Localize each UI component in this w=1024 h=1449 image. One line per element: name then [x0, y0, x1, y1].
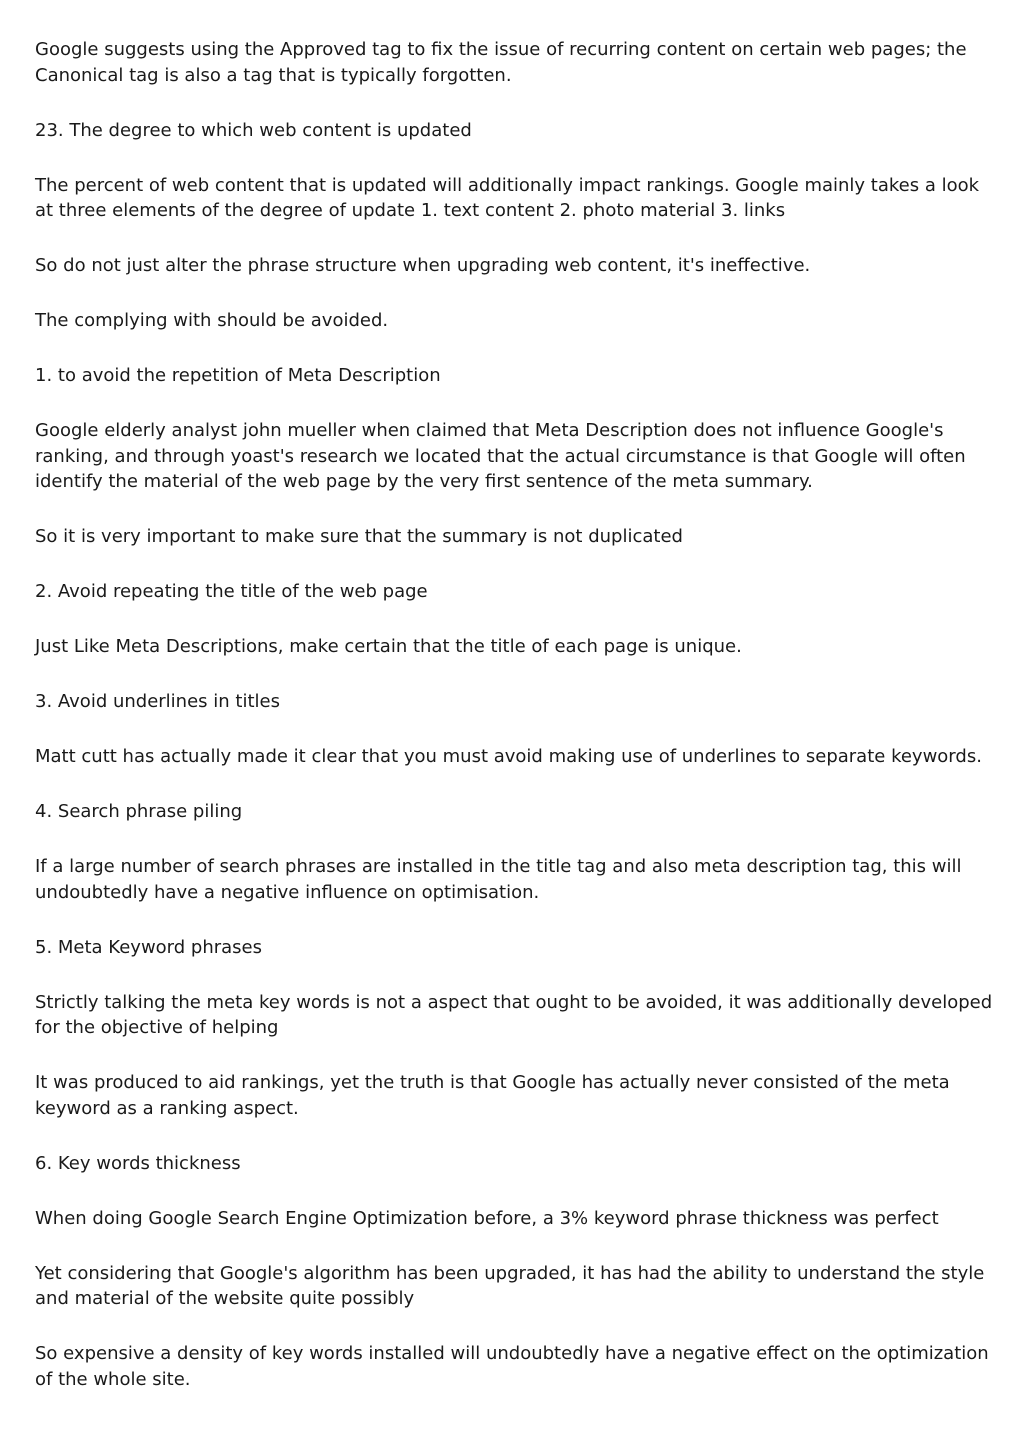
paragraph-matt-cutt: Matt cutt has actually made it clear that you must avoid making use of underlines to separate keywords.: [35, 746, 982, 767]
heading-keyword-thickness: 6. Key words thickness: [35, 1152, 241, 1174]
paragraph-avoid-intro: The complying with should be avoided.: [35, 310, 389, 331]
paragraph-john-mueller: Google elderly analyst john mueller when claimed that Meta Description does not influence Google's ranking, and through yoast's research we located that the actual circumstance is that Google will often identify the material of the web page by the very first sentence of the meta summary.: [35, 420, 966, 492]
heading-repeat-title: 2. Avoid repeating the title of the web page: [35, 581, 428, 602]
paragraph-algorithm-upgraded: Yet considering that Google's algorithm has been upgraded, it has had the ability to understand the style and material of the website quite possibly: [35, 1262, 985, 1309]
paragraph-update-percent: The percent of web content that is updated will additionally impact rankings. Google mainly takes a look at three elements of the degree of update 1. text content 2. photo material 3. links: [35, 174, 980, 221]
heading-meta-keywords: 5. Meta Keyword phrases: [35, 936, 263, 958]
paragraph-summary-unique: So it is very important to make sure that the summary is not duplicated: [35, 526, 683, 547]
heading-meta-description: 1. to avoid the repetition of Meta Description: [35, 365, 441, 386]
heading-update-degree: 23. The degree to which web content is updated: [35, 119, 472, 141]
paragraph-title-unique: Just Like Meta Descriptions, make certain that the title of each page is unique.: [35, 636, 742, 657]
heading-underlines: 3. Avoid underlines in titles: [35, 691, 280, 712]
heading-phrase-piling: 4. Search phrase piling: [35, 801, 243, 822]
paragraph-meta-keywords-purpose: Strictly talking the meta key words is not a aspect that ought to be avoided, it was additionally developed for the objective of helping: [35, 991, 993, 1038]
paragraph-density-effect: So expensive a density of key words installed will undoubtedly have a negative effect on the optimization of the whole site.: [35, 1343, 989, 1390]
paragraph-meta-keywords-ranking: It was produced to aid rankings, yet the truth is that Google has actually never consisted of the meta keyword as a ranking aspect.: [35, 1072, 950, 1119]
paragraph-canonical-tag: Google suggests using the Approved tag to fix the issue of recurring content on certain web pages; the Canonical tag is also a tag that is typically forgotten.: [35, 39, 967, 86]
paragraph-piling-impact: If a large number of search phrases are installed in the title tag and also meta description tag, this will undoubtedly have a negative influence on optimisation.: [35, 856, 962, 903]
document-body: [35, 37, 995, 1422]
paragraph-keyword-density-before: When doing Google Search Engine Optimization before, a 3% keyword phrase thickness was perfect: [35, 1207, 939, 1229]
paragraph-phrase-structure: So do not just alter the phrase structure when upgrading web content, it's ineffective.: [35, 255, 811, 276]
